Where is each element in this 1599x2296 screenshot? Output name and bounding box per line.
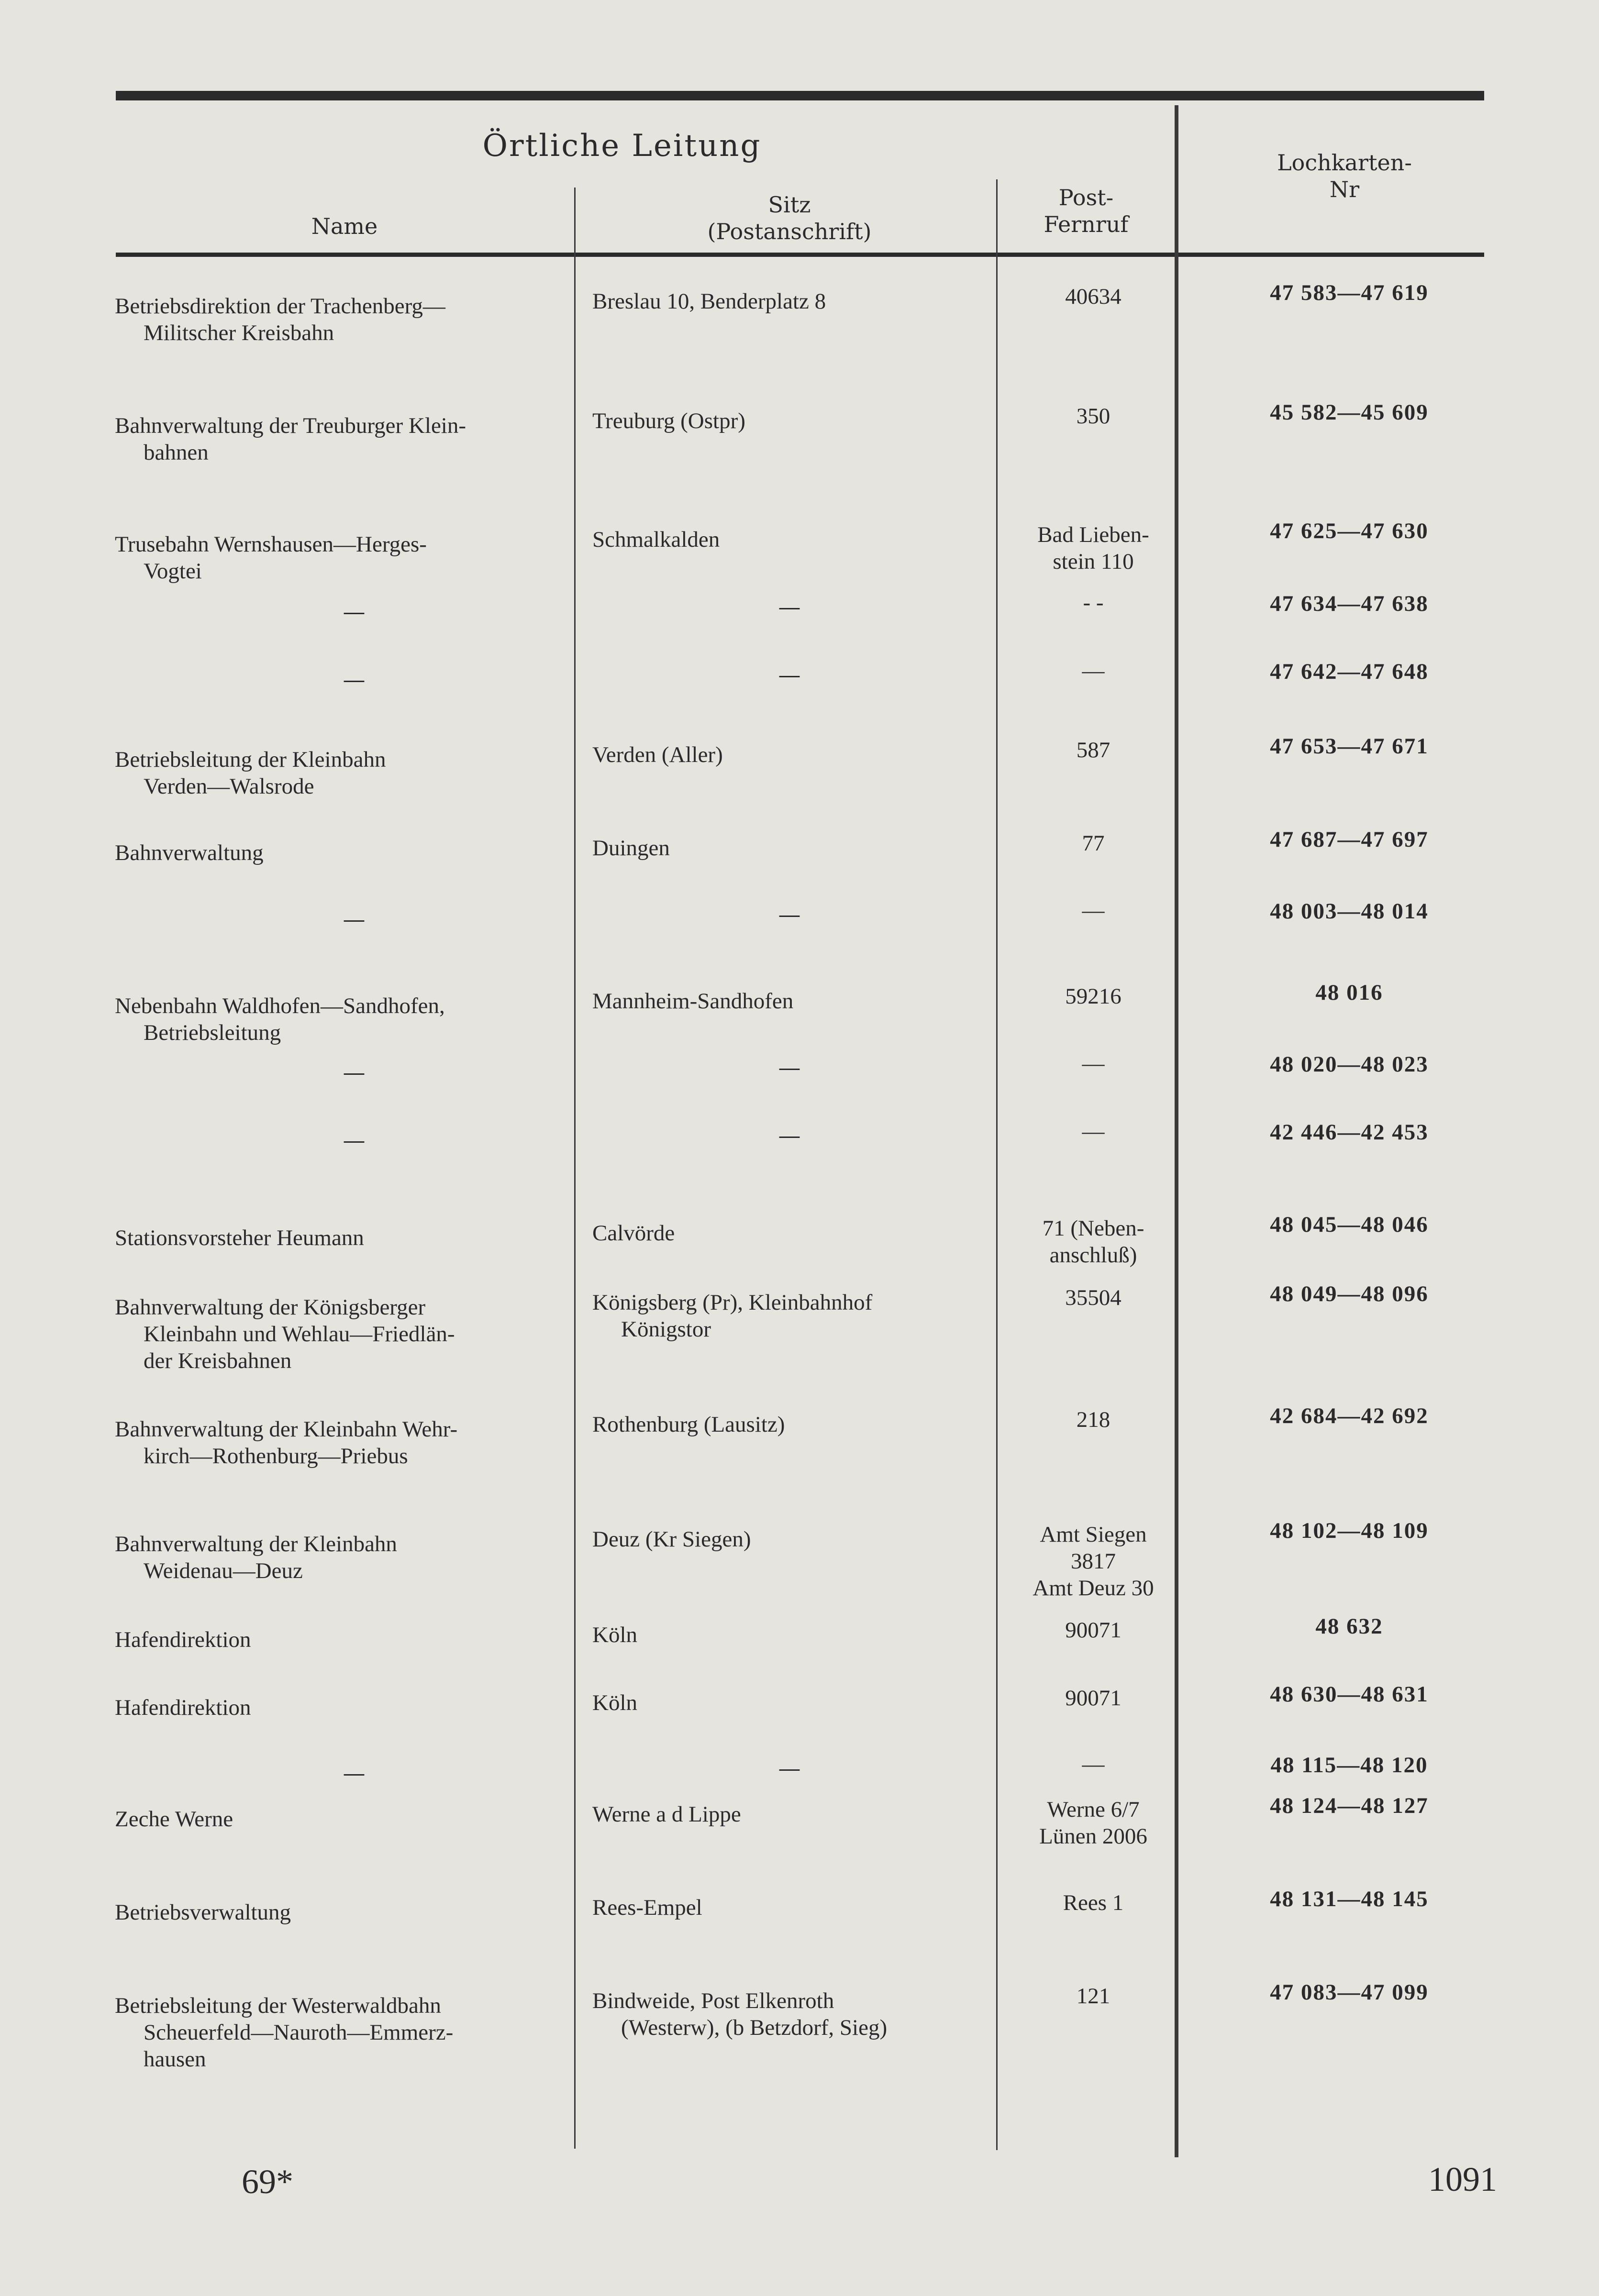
- row-name-line: Betriebsleitung der Kleinbahn: [115, 747, 386, 772]
- row-sitz-line: Breslau 10, Benderplatz 8: [592, 289, 826, 314]
- row-lochkarten-nr: 47 625—47 630: [1270, 519, 1429, 543]
- footer-signature: 69*: [242, 2163, 293, 2201]
- row-fernruf: [995, 1284, 1191, 1311]
- row-sitz: [670, 1755, 909, 1782]
- row-fernruf-line: 218: [1076, 1407, 1110, 1432]
- row-name-line: Trusebahn Wernshausen—Herges-: [115, 532, 427, 557]
- row-sitz: [592, 1289, 1004, 1343]
- row-sitz: [670, 902, 909, 928]
- row-name: [234, 1060, 474, 1086]
- row-sitz-line: Werne a d Lippe: [592, 1802, 741, 1827]
- row-fernruf: [995, 1685, 1191, 1711]
- row-lochkarten-nr: 48 016: [1315, 980, 1383, 1005]
- row-name-line: Vogtei: [144, 559, 202, 584]
- row-sitz-line: Köln: [592, 1690, 637, 1715]
- row-lochkarten-nr: 48 632: [1315, 1614, 1383, 1639]
- row-name-line: kirch—Rothenburg—Priebus: [144, 1444, 408, 1468]
- column-divider-name-sitz: [574, 188, 576, 2149]
- row-lochkarten-nr: 48 020—48 023: [1270, 1052, 1429, 1077]
- row-name: [115, 839, 584, 866]
- row-sitz: [592, 835, 1004, 861]
- header-fernruf-sub: Fernruf: [1044, 211, 1129, 237]
- row-fernruf: [995, 521, 1191, 575]
- row-name-line: —: [343, 1060, 366, 1086]
- row-fernruf: [995, 1796, 1191, 1850]
- row-fernruf: [995, 897, 1191, 924]
- row-name-line: Kleinbahn und Wehlau—Friedlän-: [144, 1322, 455, 1347]
- row-lochkarten-nr: 48 124—48 127: [1270, 1793, 1429, 1818]
- row-sitz-line: —: [778, 1123, 801, 1149]
- row-name: [234, 906, 474, 933]
- row-name-line: Betriebsleitung: [144, 1020, 281, 1045]
- row-sitz: [592, 1987, 1004, 2041]
- row-name-line: —: [343, 1127, 366, 1154]
- row-sitz: [670, 662, 909, 689]
- header-sitz: [622, 191, 957, 245]
- row-name: [115, 412, 584, 466]
- row-name-line: Verden—Walsrode: [144, 774, 314, 799]
- row-sitz: [592, 741, 1004, 768]
- page-number: 1091: [1428, 2160, 1497, 2198]
- row-name-line: Scheuerfeld—Nauroth—Emmerz-: [144, 2020, 454, 2045]
- row-name-line: Bahnverwaltung der Königsberger: [115, 1295, 426, 1320]
- row-fernruf-line: —: [1082, 658, 1105, 683]
- row-fernruf-line: —: [1082, 1752, 1105, 1777]
- row-name-line: bahnen: [144, 440, 209, 465]
- row-sitz-line: Treuburg (Ostpr): [592, 408, 745, 433]
- row-lochkarten-nr: 47 083—47 099: [1270, 1980, 1429, 2005]
- row-sitz: [670, 1123, 909, 1149]
- row-fernruf-line: 90071: [1065, 1686, 1122, 1711]
- row-fernruf: [995, 830, 1191, 857]
- row-name-line: Betriebsdirektion der Trachenberg—: [115, 294, 445, 319]
- row-fernruf-line: Werne 6/7: [1047, 1797, 1140, 1822]
- row-name-line: der Kreisbahnen: [144, 1348, 292, 1373]
- row-fernruf-line: Amt Deuz 30: [1033, 1576, 1154, 1601]
- row-name-line: Militscher Kreisbahn: [144, 320, 334, 345]
- row-name-line: hausen: [144, 2047, 206, 2072]
- row-sitz-line: —: [778, 662, 801, 688]
- row-lochkarten-nr: 48 630—48 631: [1270, 1682, 1429, 1707]
- row-fernruf-line: 3817: [1071, 1549, 1116, 1574]
- row-fernruf: [995, 1983, 1191, 2009]
- row-name: [234, 1127, 474, 1154]
- row-name: [115, 1626, 584, 1653]
- row-fernruf-line: —: [1082, 898, 1105, 923]
- header-lochkarten: [1225, 149, 1464, 203]
- row-sitz: [592, 1526, 1004, 1553]
- row-lochkarten-nr: 47 653—47 671: [1270, 734, 1429, 759]
- row-name-line: Zeche Werne: [115, 1807, 233, 1832]
- row-fernruf-line: Bad Lieben-: [1037, 522, 1149, 547]
- row-sitz-line: Köln: [592, 1623, 637, 1647]
- row-sitz: [592, 1801, 1004, 1828]
- row-sitz: [592, 1894, 1004, 1921]
- row-fernruf: [995, 1406, 1191, 1433]
- row-name-line: Hafendirektion: [115, 1627, 251, 1652]
- row-fernruf: [995, 1050, 1191, 1077]
- row-fernruf-line: stein 110: [1053, 549, 1134, 574]
- row-lochkarten-nr: 42 684—42 692: [1270, 1403, 1429, 1428]
- row-name-line: Nebenbahn Waldhofen—Sandhofen,: [115, 993, 445, 1018]
- row-sitz-line: Rothenburg (Lausitz): [592, 1412, 785, 1437]
- row-name-line: Hafendirektion: [115, 1695, 251, 1720]
- row-fernruf: [995, 283, 1191, 310]
- row-sitz: [592, 988, 1004, 1015]
- row-name: [115, 1992, 584, 2073]
- row-name-line: Stationsvorsteher Heumann: [115, 1225, 364, 1250]
- row-lochkarten-nr: 48 003—48 014: [1270, 899, 1429, 924]
- row-name: [115, 531, 584, 585]
- row-fernruf-line: 121: [1076, 1984, 1110, 2009]
- row-name: [115, 1806, 584, 1832]
- row-lochkarten-nr: 47 687—47 697: [1270, 827, 1429, 852]
- row-lochkarten-nr: 47 583—47 619: [1270, 280, 1429, 305]
- row-fernruf-line: 90071: [1065, 1618, 1122, 1643]
- row-lochkarten-nr: 45 582—45 609: [1270, 400, 1429, 425]
- row-sitz-line: —: [778, 1755, 801, 1782]
- row-fernruf: [995, 1118, 1191, 1145]
- row-lochkarten-nr: 48 045—48 046: [1270, 1212, 1429, 1237]
- row-fernruf-line: —: [1082, 1051, 1105, 1076]
- row-fernruf: [995, 983, 1191, 1010]
- header-lochkarten-label: Lochkarten-: [1277, 150, 1412, 176]
- row-name-line: Bahnverwaltung der Treuburger Klein-: [115, 413, 466, 438]
- row-sitz: [592, 1220, 1004, 1247]
- row-fernruf: [995, 1215, 1191, 1269]
- row-sitz: [670, 594, 909, 621]
- row-sitz-line: Schmalkalden: [592, 527, 720, 552]
- row-name: [115, 1225, 584, 1251]
- row-sitz-line: Verden (Aller): [592, 742, 723, 767]
- row-sitz-line: Königsberg (Pr), Kleinbahnhof: [592, 1290, 873, 1315]
- row-sitz-line: —: [778, 1055, 801, 1081]
- row-fernruf-line: 59216: [1065, 984, 1122, 1009]
- header-sitz-sub: (Postanschrift): [707, 219, 872, 244]
- row-fernruf-line: 71 (Neben-: [1042, 1216, 1144, 1241]
- row-name: [115, 293, 584, 346]
- row-sitz-line: Bindweide, Post Elkenroth: [592, 1988, 834, 2013]
- row-name-line: Bahnverwaltung der Kleinbahn Wehr-: [115, 1417, 458, 1442]
- header-name: Name: [311, 213, 378, 239]
- row-sitz: [670, 1055, 909, 1082]
- row-fernruf: [995, 737, 1191, 763]
- row-name-line: —: [343, 667, 366, 693]
- row-sitz: [592, 288, 1004, 315]
- row-fernruf: [995, 1889, 1191, 1916]
- row-name-line: —: [343, 599, 366, 625]
- row-fernruf: [995, 403, 1191, 430]
- row-name-line: —: [343, 906, 366, 933]
- row-fernruf-line: —: [1082, 1119, 1105, 1144]
- row-sitz: [592, 1622, 1004, 1648]
- row-sitz-line: Calvörde: [592, 1221, 675, 1246]
- row-sitz-line: Mannheim-Sandhofen: [592, 989, 794, 1014]
- row-name-line: Bahnverwaltung: [115, 840, 264, 865]
- row-fernruf-line: Lünen 2006: [1039, 1824, 1147, 1849]
- row-sitz-line: (Westerw), (b Betzdorf, Sieg): [621, 2015, 888, 2040]
- header-fernruf: [1005, 184, 1167, 238]
- header-sitz-label: Sitz: [768, 192, 811, 218]
- row-fernruf: [995, 1521, 1191, 1601]
- row-fernruf: [995, 1617, 1191, 1644]
- row-sitz-line: Königstor: [621, 1317, 711, 1342]
- row-fernruf-line: 77: [1082, 831, 1105, 856]
- row-fernruf: [995, 1751, 1191, 1777]
- row-lochkarten-nr: 42 446—42 453: [1270, 1120, 1429, 1145]
- row-name: [234, 599, 474, 626]
- row-name-line: Betriebsleitung der Westerwaldbahn: [115, 1993, 441, 2018]
- row-fernruf-line: 587: [1076, 738, 1110, 762]
- row-sitz: [592, 526, 1004, 553]
- header-lochkarten-sub: Nr: [1329, 177, 1360, 202]
- row-lochkarten-nr: 48 115—48 120: [1270, 1753, 1428, 1777]
- row-name: [115, 1416, 584, 1469]
- row-name-line: Weidenau—Deuz: [144, 1558, 303, 1583]
- row-fernruf: [995, 589, 1191, 616]
- row-fernruf-line: 35504: [1065, 1285, 1122, 1310]
- row-fernruf-line: - -: [1083, 590, 1104, 615]
- row-sitz-line: Rees-Empel: [592, 1895, 702, 1920]
- header-rule: [116, 253, 1484, 257]
- column-divider-sitz-ruf: [996, 179, 998, 2150]
- row-name: [115, 993, 584, 1046]
- top-rule: [116, 91, 1484, 100]
- header-group-title: Örtliche Leitung: [482, 128, 762, 164]
- row-name-line: —: [343, 1760, 366, 1787]
- row-name-line: Betriebsverwaltung: [115, 1900, 291, 1925]
- header-fernruf-label: Post-: [1058, 185, 1114, 210]
- row-lochkarten-nr: 47 642—47 648: [1270, 659, 1429, 684]
- row-name-line: Bahnverwaltung der Kleinbahn: [115, 1532, 397, 1556]
- row-fernruf-line: Amt Siegen: [1040, 1522, 1147, 1547]
- row-sitz: [592, 1689, 1004, 1716]
- row-name: [115, 1899, 584, 1926]
- row-name: [115, 1531, 584, 1584]
- row-sitz-line: —: [778, 594, 801, 620]
- row-lochkarten-nr: 48 049—48 096: [1270, 1281, 1429, 1306]
- row-fernruf: [995, 657, 1191, 684]
- row-sitz: [592, 408, 1004, 434]
- row-fernruf-line: Rees 1: [1063, 1890, 1124, 1915]
- row-name: [234, 1760, 474, 1787]
- row-lochkarten-nr: 47 634—47 638: [1270, 591, 1429, 616]
- row-lochkarten-nr: 48 102—48 109: [1270, 1518, 1429, 1543]
- row-sitz: [592, 1411, 1004, 1438]
- row-name: [115, 1694, 584, 1721]
- row-name: [115, 746, 584, 800]
- row-name: [234, 667, 474, 694]
- row-fernruf-line: 40634: [1065, 284, 1122, 309]
- row-fernruf-line: anschluß): [1049, 1243, 1137, 1268]
- row-fernruf-line: 350: [1076, 404, 1110, 429]
- row-sitz-line: Deuz (Kr Siegen): [592, 1527, 751, 1552]
- row-name: [115, 1294, 584, 1374]
- row-lochkarten-nr: 48 131—48 145: [1270, 1887, 1429, 1911]
- row-sitz-line: —: [778, 902, 801, 928]
- row-sitz-line: Duingen: [592, 836, 670, 861]
